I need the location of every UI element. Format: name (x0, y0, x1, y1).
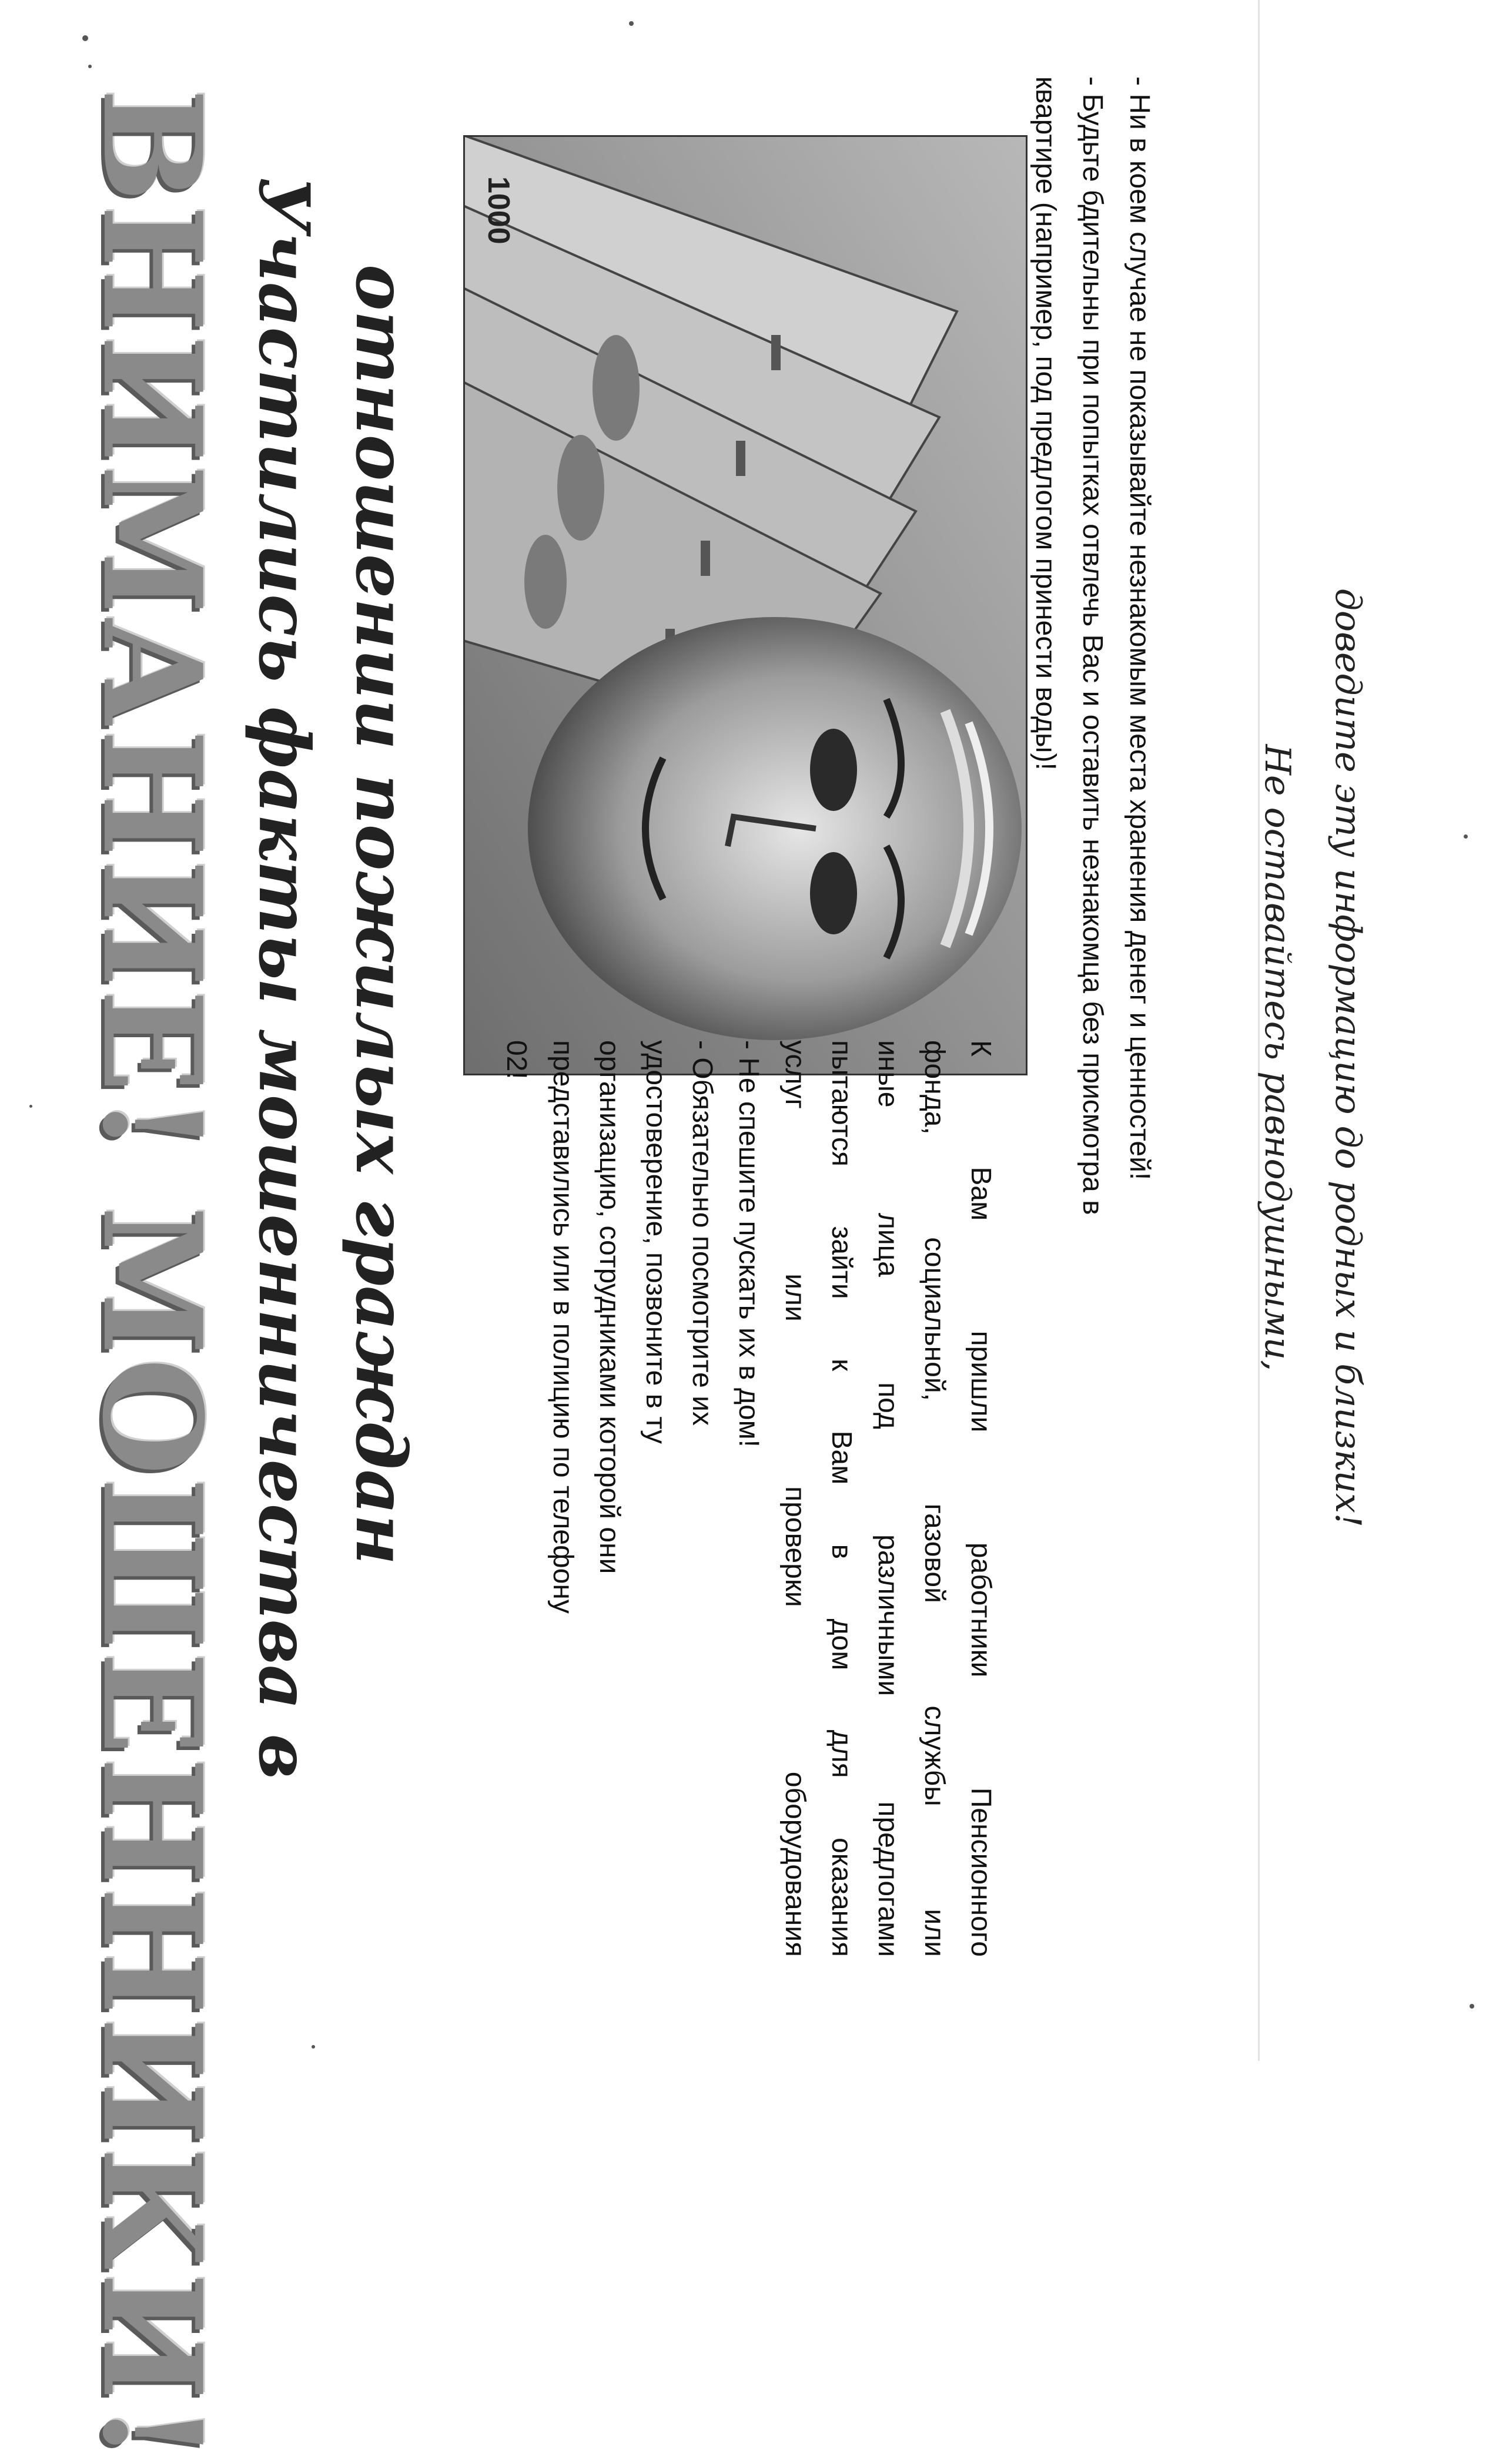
footer-line1: Не оставайтесь равнодушными, (1257, 744, 1298, 1372)
tip-check-id (493, 1040, 725, 1957)
tip-check-id-line: организацию, сотрудниками которой они (594, 1040, 625, 1574)
banknotes-photo-icon (463, 135, 1028, 1075)
main-paragraph-line: пытаются зайти к Вам в дом для оказания (826, 1040, 857, 1957)
main-paragraph-line: иные лица под различными предлогами (872, 1040, 903, 1957)
bottom-tip: квартире (например, под предлогом принести воды)! (1030, 76, 1061, 770)
poster-subtitle-line2: отношении пожилых граждан (340, 264, 422, 1565)
poster-title: ВНИМАНИЕ! МОШЕННИКИ! (72, 88, 231, 2464)
bottom-tips (1010, 76, 1163, 1992)
bottom-tip: - Будьте бдительны при попытках отвлечь Вас и оставить незнакомца без присмотра в (1077, 76, 1108, 1215)
main-paragraph-line: фонда, социальной, газовой службы или (919, 1040, 950, 1957)
main-paragraph (772, 1040, 1004, 1957)
tip-check-id-line: представились или в полицию по телефону (547, 1040, 578, 1614)
tip-check-id-line: удостоверение, позвоните в ту (640, 1040, 671, 1444)
poster-subtitle-line1: Участились факты мошенничества в (243, 176, 325, 1780)
main-paragraph-line: услуг или проверки оборудования (779, 1040, 811, 1957)
main-paragraph-line: К Вам пришли работники Пенсионного (965, 1040, 996, 1957)
main-text-block (446, 1040, 1004, 1957)
tip-check-id-line: 02! (501, 1040, 532, 1080)
bottom-tip: - Ни в коем случае не показывайте незнакомым места хранения денег и ценностей! (1124, 76, 1155, 1181)
banknotes-photo (463, 135, 1028, 1075)
banknote-label: 1000 (481, 176, 516, 244)
elderly-face (528, 617, 1022, 1040)
footer-line2: доведите эту информацию до родных и близких! (1327, 588, 1368, 1528)
tip-check-id-line: - Обязательно посмотрите их (687, 1040, 718, 1426)
tip-no-entry: - Не спешите пускать их в дом! (733, 1040, 764, 1447)
